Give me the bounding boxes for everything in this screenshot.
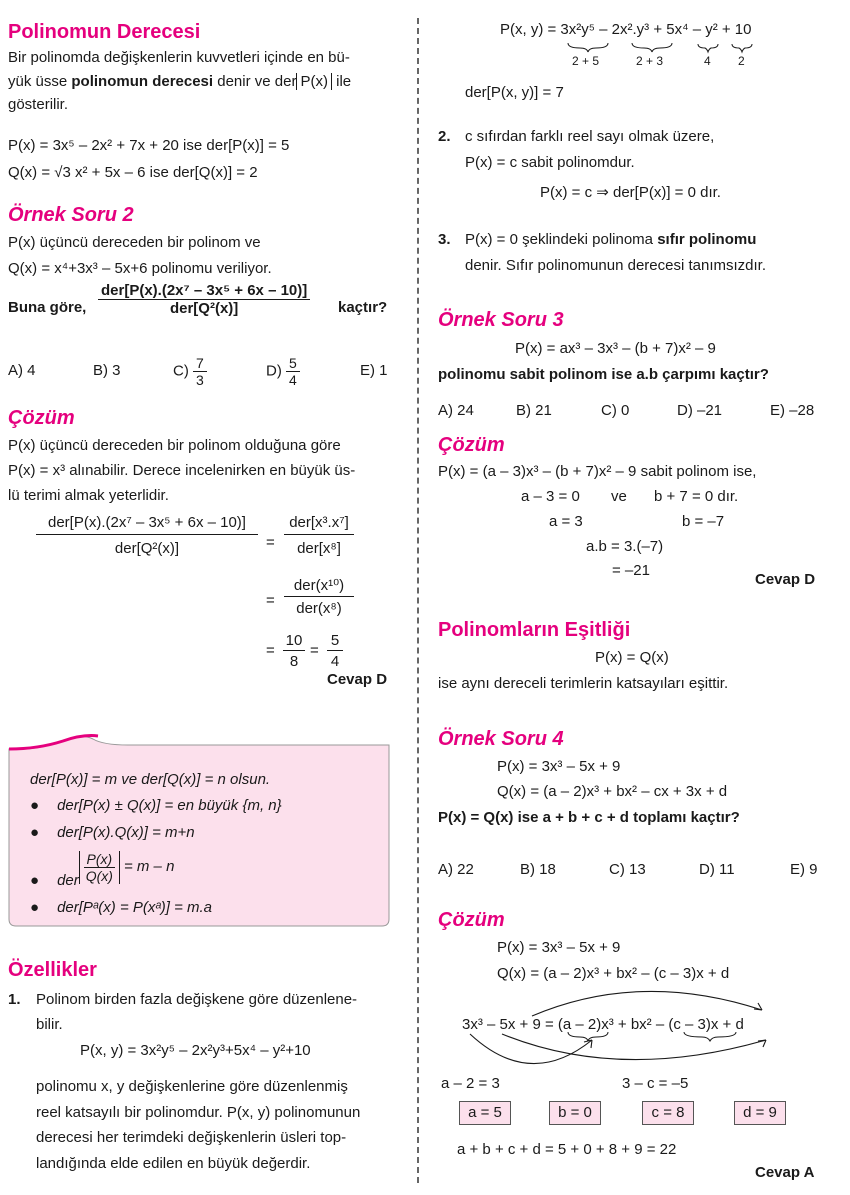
- property-3-number: 3.: [438, 231, 451, 248]
- question-4-p: P(x) = 3x³ – 5x + 9: [497, 758, 621, 775]
- solution-3-product: a.b = 3.(–7): [586, 538, 664, 555]
- question-2-denominator: der[Q²(x)]: [169, 300, 239, 317]
- exponent-braces: [560, 40, 760, 54]
- solution-2-frac-2: der[x³.x⁷] der[x⁸]: [284, 515, 354, 556]
- solution-4-sum: a + b + c + d = 5 + 0 + 8 + 9 = 22: [457, 1141, 677, 1158]
- solution-3-line-1: P(x) = (a – 3)x³ – (b + 7)x² – 9 sabit polinom ise,: [438, 463, 757, 480]
- question-2-ask-suffix: kaçtır?: [338, 299, 388, 316]
- question-4-option-b: B) 18: [520, 861, 556, 878]
- property-3-line-2: denir. Sıfır polinomunun derecesi tanımsızdır.: [465, 257, 766, 274]
- question-3-option-b: B) 21: [516, 402, 552, 419]
- question-4-option-d: D) 11: [699, 861, 735, 878]
- question-2-line-2: Q(x) = x⁴+3x³ – 5x+6 polinomu veriliyor.: [8, 260, 272, 277]
- question-4-option-a: A) 22: [438, 861, 474, 878]
- question-3-option-d: D) –21: [677, 402, 723, 419]
- degree-text-line-3: gösterilir.: [8, 96, 69, 113]
- solution-2-title: Çözüm: [8, 407, 75, 429]
- multivar-degree: der[P(x, y)] = 7: [465, 84, 564, 101]
- property-2-number: 2.: [438, 128, 451, 145]
- property-2-line-2: P(x) = c sabit polinomdur.: [465, 154, 635, 171]
- question-3-title: Örnek Soru 3: [438, 309, 564, 331]
- properties-title: Özellikler: [8, 959, 97, 981]
- solution-2-frac-3: der(x¹⁰) der(x⁸): [284, 578, 354, 616]
- solution-2-line-3: lü terimi almak yeterlidir.: [8, 487, 169, 504]
- question-2-option-b: B) 3: [93, 362, 121, 379]
- section-title-degree: Polinomun Derecesi: [8, 21, 201, 43]
- degree-text-line-1: Bir polinomda değişkenlerin kuvvetleri içinde en bü-: [8, 49, 350, 66]
- solution-2-frac-1: der[P(x).(2x⁷ – 3x⁵ + 6x – 10)] der[Q²(x)]: [36, 515, 258, 556]
- solution-2-answer: Cevap D: [327, 671, 388, 688]
- result-box-d: d = 9: [734, 1101, 786, 1125]
- solution-3-result: = –21: [612, 562, 650, 579]
- rule-box-line-2: ● der[P(x).Q(x)] = m+n: [30, 824, 195, 841]
- question-2-ask-fraction: [98, 283, 310, 316]
- result-box-c: c = 8: [642, 1101, 694, 1125]
- property-1-line-2: bilir.: [36, 1016, 63, 1033]
- question-2-option-d: D) $\frac{5}{4}$: [266, 356, 300, 387]
- degree-example-1: P(x) = 3x⁵ – 2x² + 7x + 20 ise der[P(x)] = 5: [8, 137, 290, 154]
- question-4-option-e: E) 9: [790, 861, 818, 878]
- brace-label-3: 4: [704, 54, 711, 68]
- property-1-line-1: Polinom birden fazla değişkene göre düzenlene-: [36, 991, 358, 1008]
- question-4-option-c: C) 13: [609, 861, 646, 878]
- solution-2-line-2: P(x) = x³ alınabilir. Derece incelenirken en büyük üs-: [8, 462, 356, 479]
- rule-box-line-0: der[P(x)] = m ve der[Q(x)] = n olsun.: [30, 771, 271, 788]
- solution-4-a-eq: a – 2 = 3: [441, 1075, 500, 1092]
- question-4-title: Örnek Soru 4: [438, 728, 564, 750]
- solution-3-b-eq: b + 7 = 0 dır.: [654, 488, 739, 505]
- question-2-option-a: A) 4: [8, 362, 36, 379]
- question-2-option-e: E) 1: [360, 362, 388, 379]
- rule-box-line-3: ● der $\frac{P(x)}{Q(x)}$ = m – n: [30, 851, 175, 890]
- brace-label-4: 2: [738, 54, 745, 68]
- property-1-para-2: reel katsayılı bir polinomdur. P(x, y) polinomunun: [36, 1104, 361, 1121]
- question-2-ask-prefix: Buna göre,: [8, 299, 87, 316]
- property-3-line-1: P(x) = 0 şeklindeki polinoma sıfır polinomu: [465, 231, 757, 248]
- solution-4-c-eq: 3 – c = –5: [622, 1075, 689, 1092]
- question-3-option-e: E) –28: [770, 402, 815, 419]
- degree-example-2: Q(x) = √3 x² + 5x – 6 ise der[Q(x)] = 2: [8, 164, 258, 181]
- property-1-equation: P(x, y) = 3x²y⁵ – 2x²y³+5x⁴ – y²+10: [80, 1042, 311, 1059]
- rule-box-line-4: ● der[Pᵃ(x) = P(xᵃ)] = m.a: [30, 899, 213, 916]
- multivar-equation: P(x, y) = 3x²y⁵ – 2x².y³ + 5x⁴ – y² + 10: [500, 21, 752, 38]
- degree-text-line-2: yük üsse polinomun derecesi denir ve der P(x) ile: [8, 73, 352, 90]
- solution-2-frac-4: 10 8: [283, 633, 305, 669]
- property-1-number: 1.: [8, 991, 21, 1008]
- question-4-q: Q(x) = (a – 2)x³ + bx² – cx + 3x + d: [497, 783, 728, 800]
- solution-2-frac-5: 5 4: [327, 633, 343, 669]
- equality-title: Polinomların Eşitliği: [438, 619, 631, 641]
- solution-3-answer: Cevap D: [755, 571, 816, 588]
- result-box-b: b = 0: [549, 1101, 601, 1125]
- question-3-ask: polinomu sabit polinom ise a.b çarpımı kaçtır?: [438, 366, 769, 383]
- solution-3-a-val: a = 3: [549, 513, 583, 530]
- property-2-line-1: c sıfırdan farklı reel sayı olmak üzere,: [465, 128, 715, 145]
- solution-3-a-eq: a – 3 = 0: [521, 488, 580, 505]
- property-1-para-4: landığında elde edilen en büyük değerdir.: [36, 1155, 311, 1172]
- question-3-option-c: C) 0: [601, 402, 630, 419]
- result-box-a: a = 5: [459, 1101, 511, 1125]
- property-1-para-1: polinomu x, y değişkenlerine göre düzenlenmiş: [36, 1078, 348, 1095]
- solution-3-title: Çözüm: [438, 434, 505, 456]
- property-1-para-3: derecesi her terimdeki değişkenlerin üsleri top-: [36, 1129, 347, 1146]
- solution-3-and: ve: [611, 488, 627, 505]
- question-2-numerator: der[P(x).(2x⁷ – 3x⁵ + 6x – 10)]: [98, 283, 310, 300]
- question-3-equation: P(x) = ax³ – 3x³ – (b + 7)x² – 9: [515, 340, 716, 357]
- solution-4-p: P(x) = 3x³ – 5x + 9: [497, 939, 621, 956]
- rule-box-line-1: ● der[P(x) ± Q(x)] = en büyük {m, n}: [30, 797, 282, 814]
- property-2-equation: P(x) = c ⇒ der[P(x)] = 0 dır.: [540, 184, 721, 201]
- solution-4-equation: 3x³ – 5x + 9 = (a – 2)x³ + bx² – (c – 3)x + d: [462, 1016, 744, 1033]
- solution-2-line-1: P(x) üçüncü dereceden bir polinom olduğuna göre: [8, 437, 341, 454]
- equality-definition: P(x) = Q(x): [595, 649, 669, 666]
- equality-text: ise aynı dereceli terimlerin katsayıları eşittir.: [438, 675, 729, 692]
- column-separator: [417, 18, 419, 1183]
- question-4-ask: P(x) = Q(x) ise a + b + c + d toplamı kaçtır?: [438, 809, 740, 826]
- solution-4-title: Çözüm: [438, 909, 505, 931]
- solution-4-answer: Cevap A: [755, 1164, 815, 1181]
- brace-label-2: 2 + 3: [636, 54, 664, 68]
- solution-3-b-val: b = –7: [682, 513, 725, 530]
- solution-4-q: Q(x) = (a – 2)x³ + bx² – (c – 3)x + d: [497, 965, 730, 982]
- question-2-title: Örnek Soru 2: [8, 204, 134, 226]
- question-2-option-c: C) $\frac{7}{3}$: [173, 356, 207, 387]
- question-3-option-a: A) 24: [438, 402, 474, 419]
- question-2-line-1: P(x) üçüncü dereceden bir polinom ve: [8, 234, 261, 251]
- brace-label-1: 2 + 5: [572, 54, 600, 68]
